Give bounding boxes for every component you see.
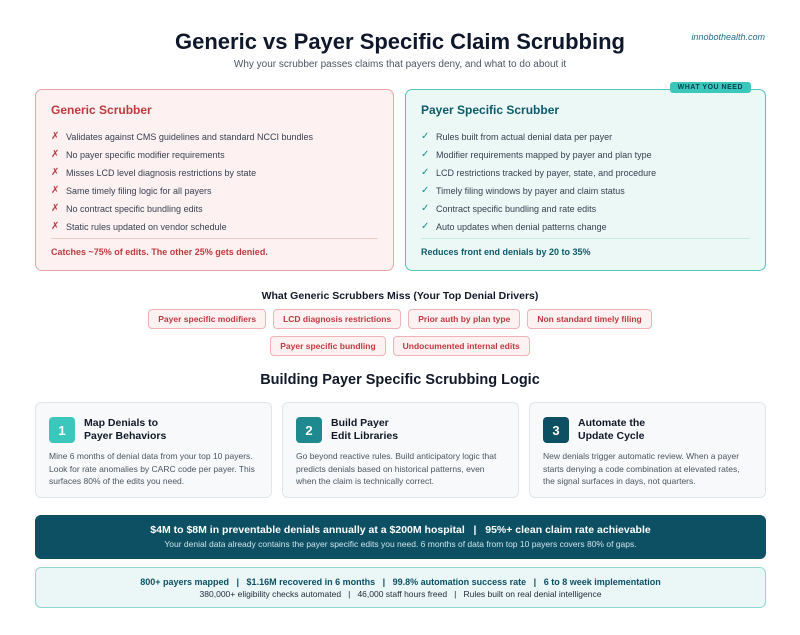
payer-item-text: Timely filing windows by payer and claim status [436,186,625,196]
stats-secondary: 380,000+ eligibility checks automated | 46,000 staff hours freed | Rules built on real denial intelligence [199,589,602,599]
check-icon: ✓ [421,149,430,160]
payer-item [421,146,750,164]
payer-card-title: Payer Specific Scrubber [421,103,560,117]
cross-icon: ✗ [51,131,60,142]
cross-icon: ✗ [51,221,60,232]
step-number-badge: 3 [543,417,569,443]
check-icon: ✓ [421,203,430,214]
denial-driver-tag: Payer specific bundling [270,336,385,356]
step-description: Mine 6 months of denial data from your top 10 payers. Look for rate anomalies by CARC code per payer. This surfaces 80% of the edits you need. [49,451,255,486]
generic-item-text: No payer specific modifier requirements [66,150,225,160]
generic-scrubber-card [35,89,394,271]
step-card [282,402,519,498]
step-number-badge: 1 [49,417,75,443]
payer-item [421,200,750,218]
payer-list [421,128,750,236]
denial-driver-tag: Payer specific modifiers [148,309,266,329]
step-title [84,417,166,443]
generic-item-text: No contract specific bundling edits [66,204,203,214]
check-icon: ✓ [421,167,430,178]
cross-icon: ✗ [51,149,60,160]
payer-item-text: Contract specific bundling and rate edits [436,204,597,214]
step-description: Go beyond reactive rules. Build anticipatory logic that predicts denials based on historical patterns, even when the claim is technically correct. [296,451,497,486]
denial-driver-tags [95,309,705,356]
cross-icon: ✗ [51,203,60,214]
cross-icon: ✗ [51,167,60,178]
step-title-line: Payer Behaviors [84,430,167,442]
generic-card-footer: Catches ~75% of edits. The other 25% gets denied. [51,238,378,257]
step-title-line: Automate the [578,417,646,429]
impact-headline: $4M to $8M in preventable denials annually at a $200M hospital | 95%+ clean claim rate achievable [150,524,651,536]
impact-subline: Your denial data already contains the payer specific edits you need. 6 months of data from top 10 payers covers 80% of gaps. [164,539,637,549]
step-card [35,402,272,498]
payer-item-text: Auto updates when denial patterns change [436,222,607,232]
generic-item [51,200,378,218]
step-title-line: Map Denials to [84,417,159,429]
payer-item-text: Modifier requirements mapped by payer and plan type [436,150,652,160]
payer-item-text: LCD restrictions tracked by payer, state, and procedure [436,168,657,178]
generic-list [51,128,378,236]
payer-item-text: Rules built from actual denial data per payer [436,132,613,142]
brand-link[interactable]: innobothealth.com [691,32,765,42]
generic-item-text: Static rules updated on vendor schedule [66,222,227,232]
page-title: Generic vs Payer Specific Claim Scrubbing [175,29,625,54]
step-number-badge: 2 [296,417,322,443]
step-card [529,402,766,498]
generic-item [51,182,378,200]
misses-heading: What Generic Scrubbers Miss (Your Top Denial Drivers) [261,290,539,302]
generic-item [51,128,378,146]
payer-scrubber-card [405,84,766,271]
generic-item [51,146,378,164]
generic-item [51,164,378,182]
generic-item-text: Validates against CMS guidelines and standard NCCI bundles [66,132,313,142]
step-title [331,417,398,443]
step-title-line: Update Cycle [578,430,645,442]
generic-item-text: Misses LCD level diagnosis restrictions by state [66,168,257,178]
payer-item [421,164,750,182]
payer-item [421,182,750,200]
payer-item [421,218,750,236]
denial-driver-tag: Non standard timely filing [527,309,651,329]
check-icon: ✓ [421,131,430,142]
cross-icon: ✗ [51,185,60,196]
build-heading: Building Payer Specific Scrubbing Logic [260,372,540,388]
stats-bar [35,567,766,608]
check-icon: ✓ [421,185,430,196]
denial-driver-tag: Undocumented internal edits [393,336,530,356]
step-title-line: Build Payer [331,417,389,429]
what-you-need-badge: WHAT YOU NEED [670,82,751,93]
generic-card-title: Generic Scrubber [51,103,152,117]
stats-primary: 800+ payers mapped | $1.16M recovered in 6 months | 99.8% automation success rate | 6 to 8 week implementation [140,577,661,587]
denial-driver-tag: Prior auth by plan type [408,309,520,329]
step-title [578,417,645,443]
generic-item [51,218,378,236]
denial-driver-tag: LCD diagnosis restrictions [273,309,401,329]
generic-item-text: Same timely filing logic for all payers [66,186,212,196]
impact-banner [35,515,766,559]
page-subtitle: Why your scrubber passes claims that payers deny, and what to do about it [233,59,567,70]
step-description: New denials trigger automatic review. When a payer starts denying a code combination at elevated rates, the signal surfaces in days, not quarters. [543,451,740,486]
check-icon: ✓ [421,221,430,232]
step-title-line: Edit Libraries [331,430,399,442]
payer-card-footer: Reduces front end denials by 20 to 35% [421,238,750,257]
payer-item [421,128,750,146]
